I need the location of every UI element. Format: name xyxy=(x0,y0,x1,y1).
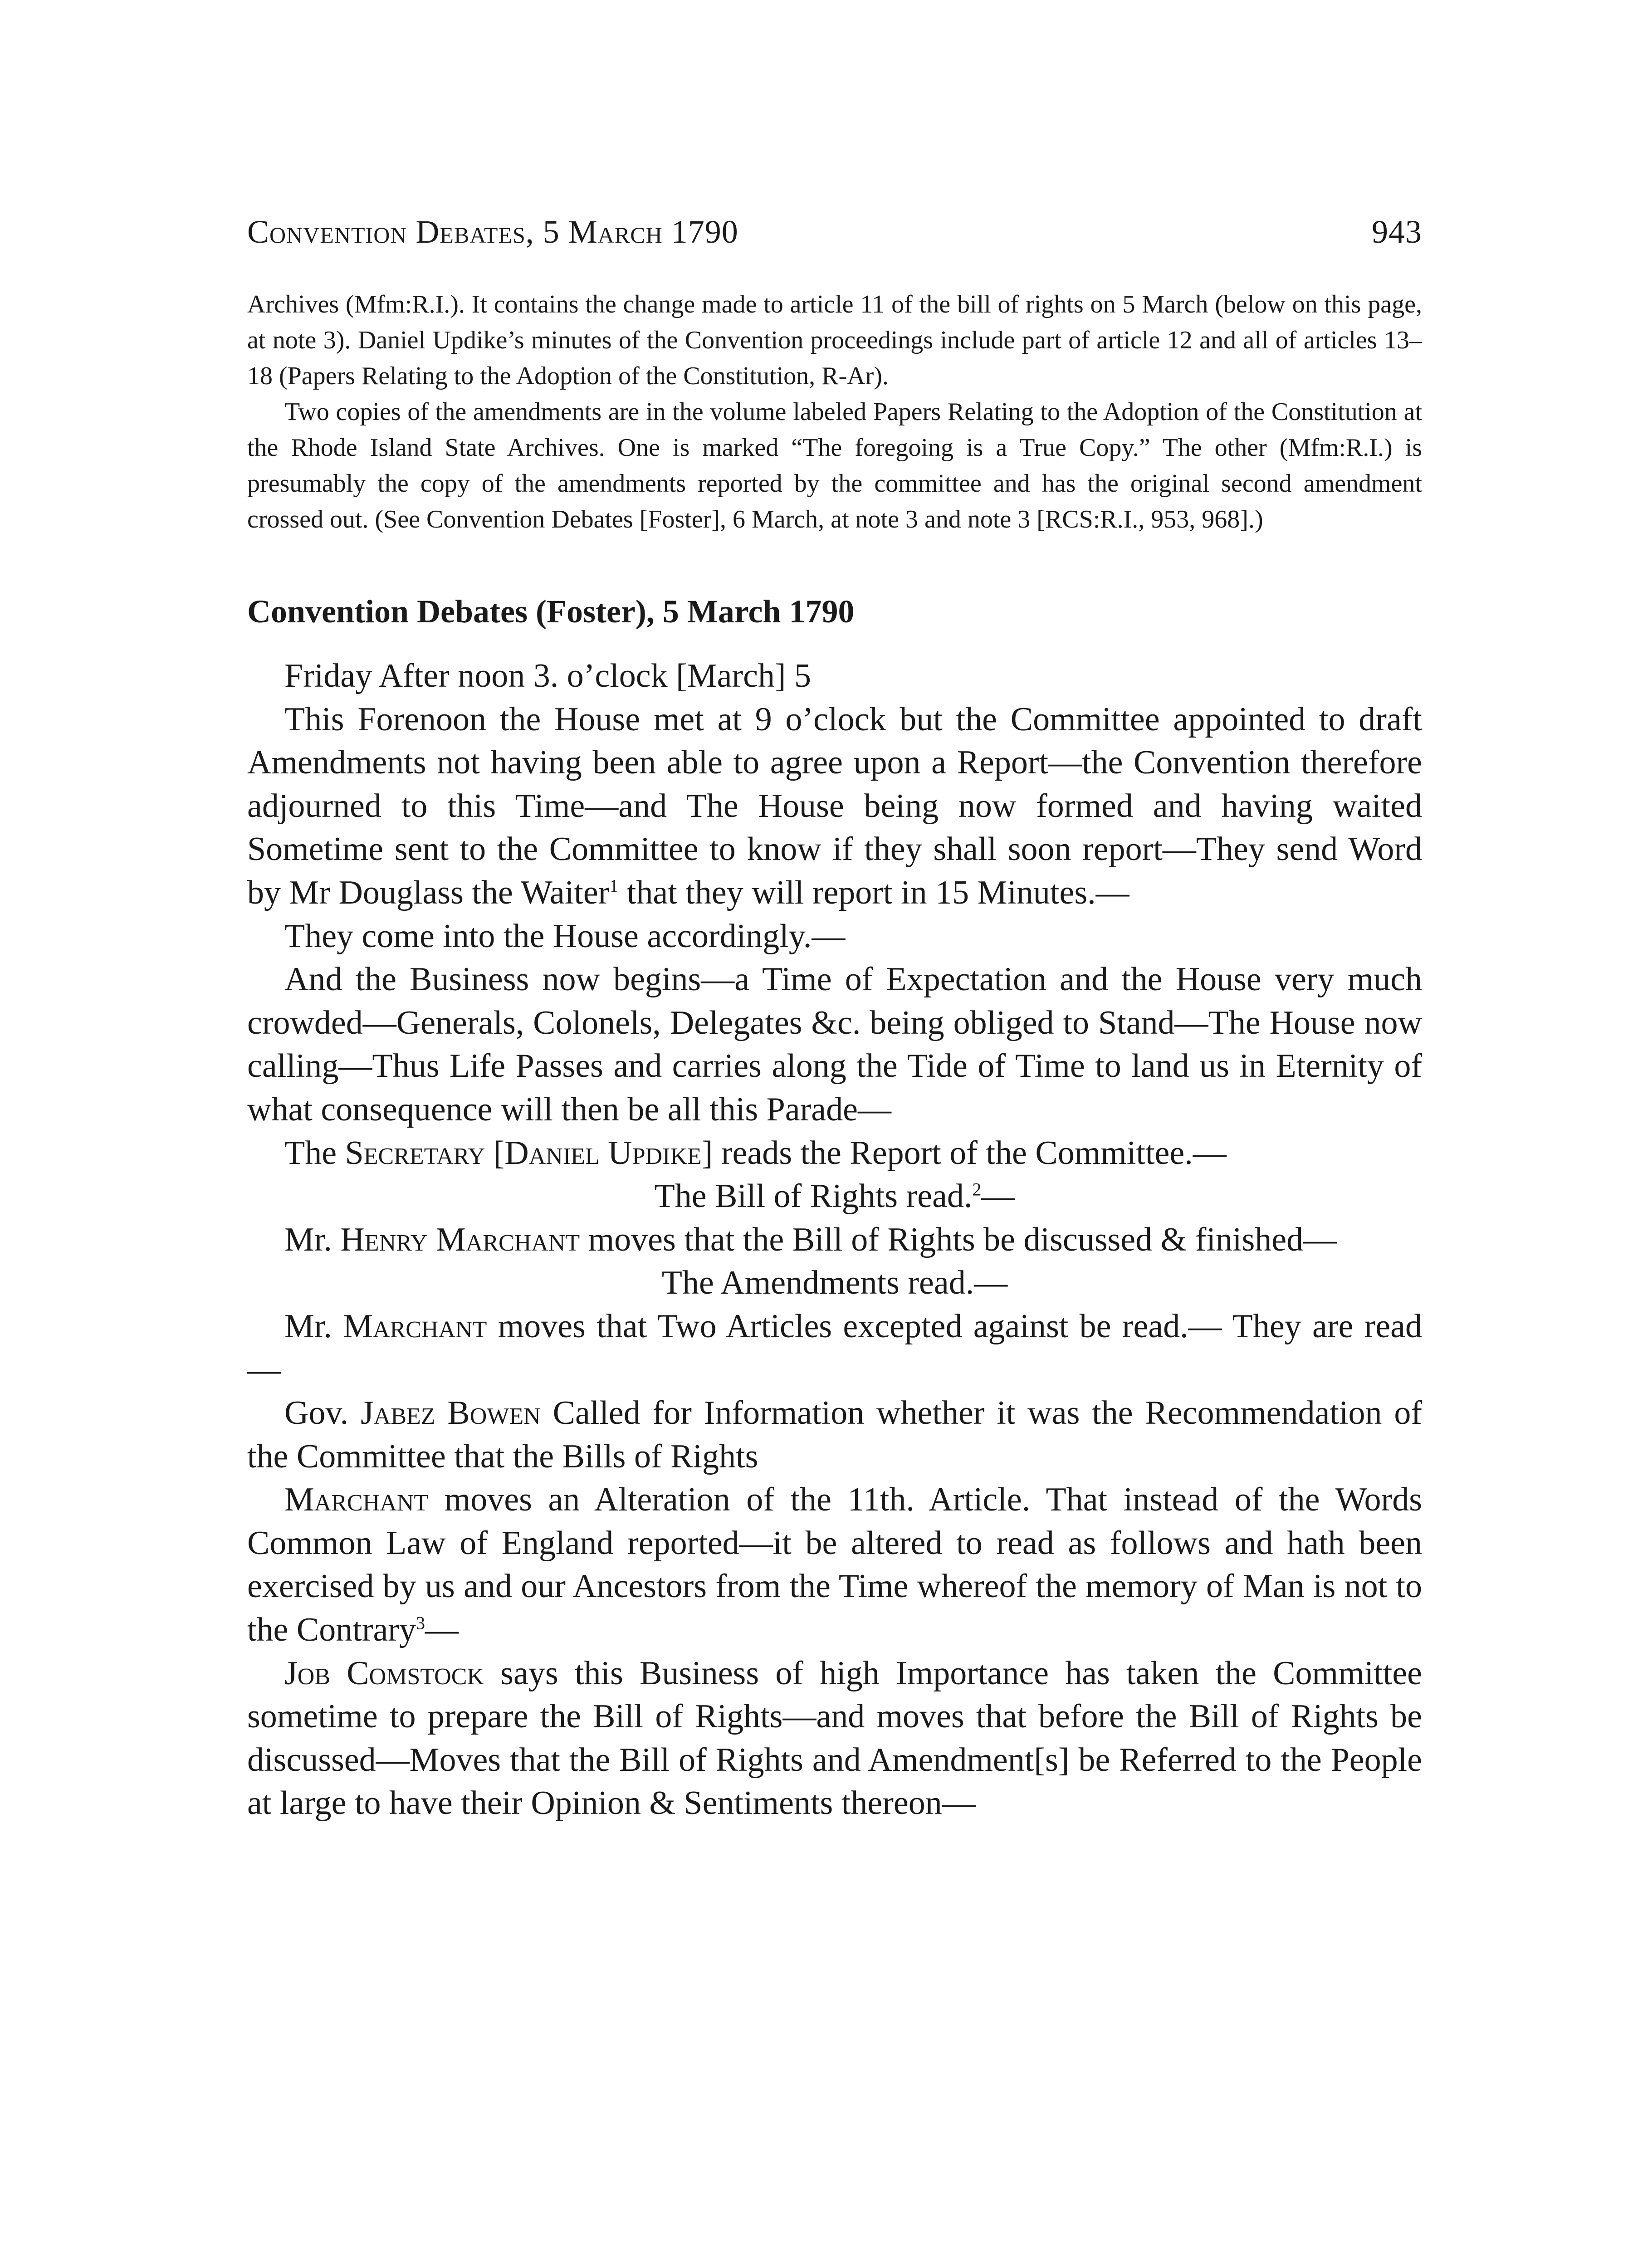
paragraph xyxy=(247,1478,1422,1652)
text: The xyxy=(284,1134,345,1172)
text: ] reads the Report of the Committee.— xyxy=(701,1134,1227,1172)
speaker-name: Jabez Bowen xyxy=(361,1394,541,1432)
speaker-name: Daniel Updike xyxy=(504,1134,702,1172)
speaker-name: Marchant xyxy=(343,1307,487,1345)
page-number: 943 xyxy=(1372,214,1422,250)
running-head: Convention Debates, 5 March 1790 xyxy=(247,214,738,250)
text: says this Business of high Importance has taken the Committee sometime to prepare the Bill of Rights—and moves that before the Bill of Rights be discussed—Moves that the Bill of Rights and Amendment[s] be Referred to the People at large to have their Opinion & Sentiments thereon— xyxy=(247,1654,1423,1822)
text: moves an Alteration of the 11th. Article. That instead of the Words Common Law of England reported—it be altered to read as follows and hath been exercised by us and our Ancestors from the Time whereof the memory of Man is not to the Contrary xyxy=(247,1481,1422,1649)
speaker-name: Secretary xyxy=(345,1134,485,1172)
text: The Bill of Rights read. xyxy=(654,1178,973,1215)
speaker-name: Henry Marchant xyxy=(340,1221,580,1258)
endnotes xyxy=(247,287,1422,538)
text: moves that Two Articles excepted against be read.— They are read— xyxy=(247,1307,1422,1388)
note-paragraph: Archives (Mfm:R.I.). It contains the change made to article 11 of the bill of rights on 5 March (below on this page, at note 3). Daniel Updike’s minutes of the Convention proceedings include part of article 12 and all of articles 13–18 (Papers Relating to the Adoption of the Constitution, R-Ar). xyxy=(247,290,1422,390)
paragraph xyxy=(247,1652,1422,1825)
footnote-ref[interactable]: 3 xyxy=(416,1613,425,1633)
text: Called for Information whether it was the Recommendation of the Committee that the Bills of Rights xyxy=(247,1394,1422,1475)
footnote-ref[interactable]: 2 xyxy=(972,1179,982,1200)
speaker-name: Marchant xyxy=(284,1481,429,1519)
paragraph xyxy=(247,1305,1422,1392)
paragraph xyxy=(247,1392,1422,1478)
paragraph: And the Business now begins—a Time of Expectation and the House very much crowded—Generals, Colonels, Delegates &c. being obliged to Stand—The House now calling—Thus Life Passes and carries along the Tide of Time to land us in Eternity of what consequence will then be all this Parade— xyxy=(247,961,1422,1128)
section-title: Convention Debates (Foster), 5 March 1790 xyxy=(247,593,855,630)
text: This Forenoon the House met at 9 o’clock but the Committee appointed to draft Amendments not having been able to agree upon a Report—the Convention therefore adjourned to this Time—and The House being now formed and having waited Sometime sent to the Committee to know if they shall soon report—They send Word by Mr Douglass the Waiter xyxy=(247,700,1422,911)
text: that they will report in 15 Minutes.— xyxy=(618,874,1129,911)
page-header xyxy=(247,213,1422,268)
paragraph-dateline: Friday After noon 3. o’clock [March] 5 xyxy=(284,657,812,694)
paragraph xyxy=(247,1132,1422,1175)
text: Mr. xyxy=(284,1221,341,1258)
footnote-ref[interactable]: 1 xyxy=(609,875,619,896)
text: — xyxy=(981,1178,1015,1215)
text: — xyxy=(425,1611,459,1649)
paragraph xyxy=(247,698,1422,915)
paragraph-centered: The Amendments read.— xyxy=(661,1264,1008,1302)
note-paragraph: Two copies of the amendments are in the volume labeled Papers Relating to the Adoption of the Constitution at the Rhode Island State Archives. One is marked “The foregoing is a True Copy.” The other (Mfm:R.I.) is presumably the copy of the amendments reported by the committee and has the original second amendment crossed out. (See Convention Debates [Foster], 6 March, at note 3 and note 3 [RCS:R.I., 953, 968].) xyxy=(247,398,1422,533)
text: moves that the Bill of Rights be discussed & finished— xyxy=(580,1221,1337,1258)
debate-text xyxy=(247,655,1422,1825)
text: Mr. xyxy=(284,1307,343,1345)
paragraph xyxy=(247,1218,1422,1262)
text: Gov. xyxy=(284,1394,361,1432)
speaker-name: Job Comstock xyxy=(284,1654,484,1692)
paragraph-centered xyxy=(247,1175,1422,1218)
document-page xyxy=(247,213,1422,1825)
paragraph: They come into the House accordingly.— xyxy=(284,917,846,955)
text: [ xyxy=(485,1134,505,1172)
